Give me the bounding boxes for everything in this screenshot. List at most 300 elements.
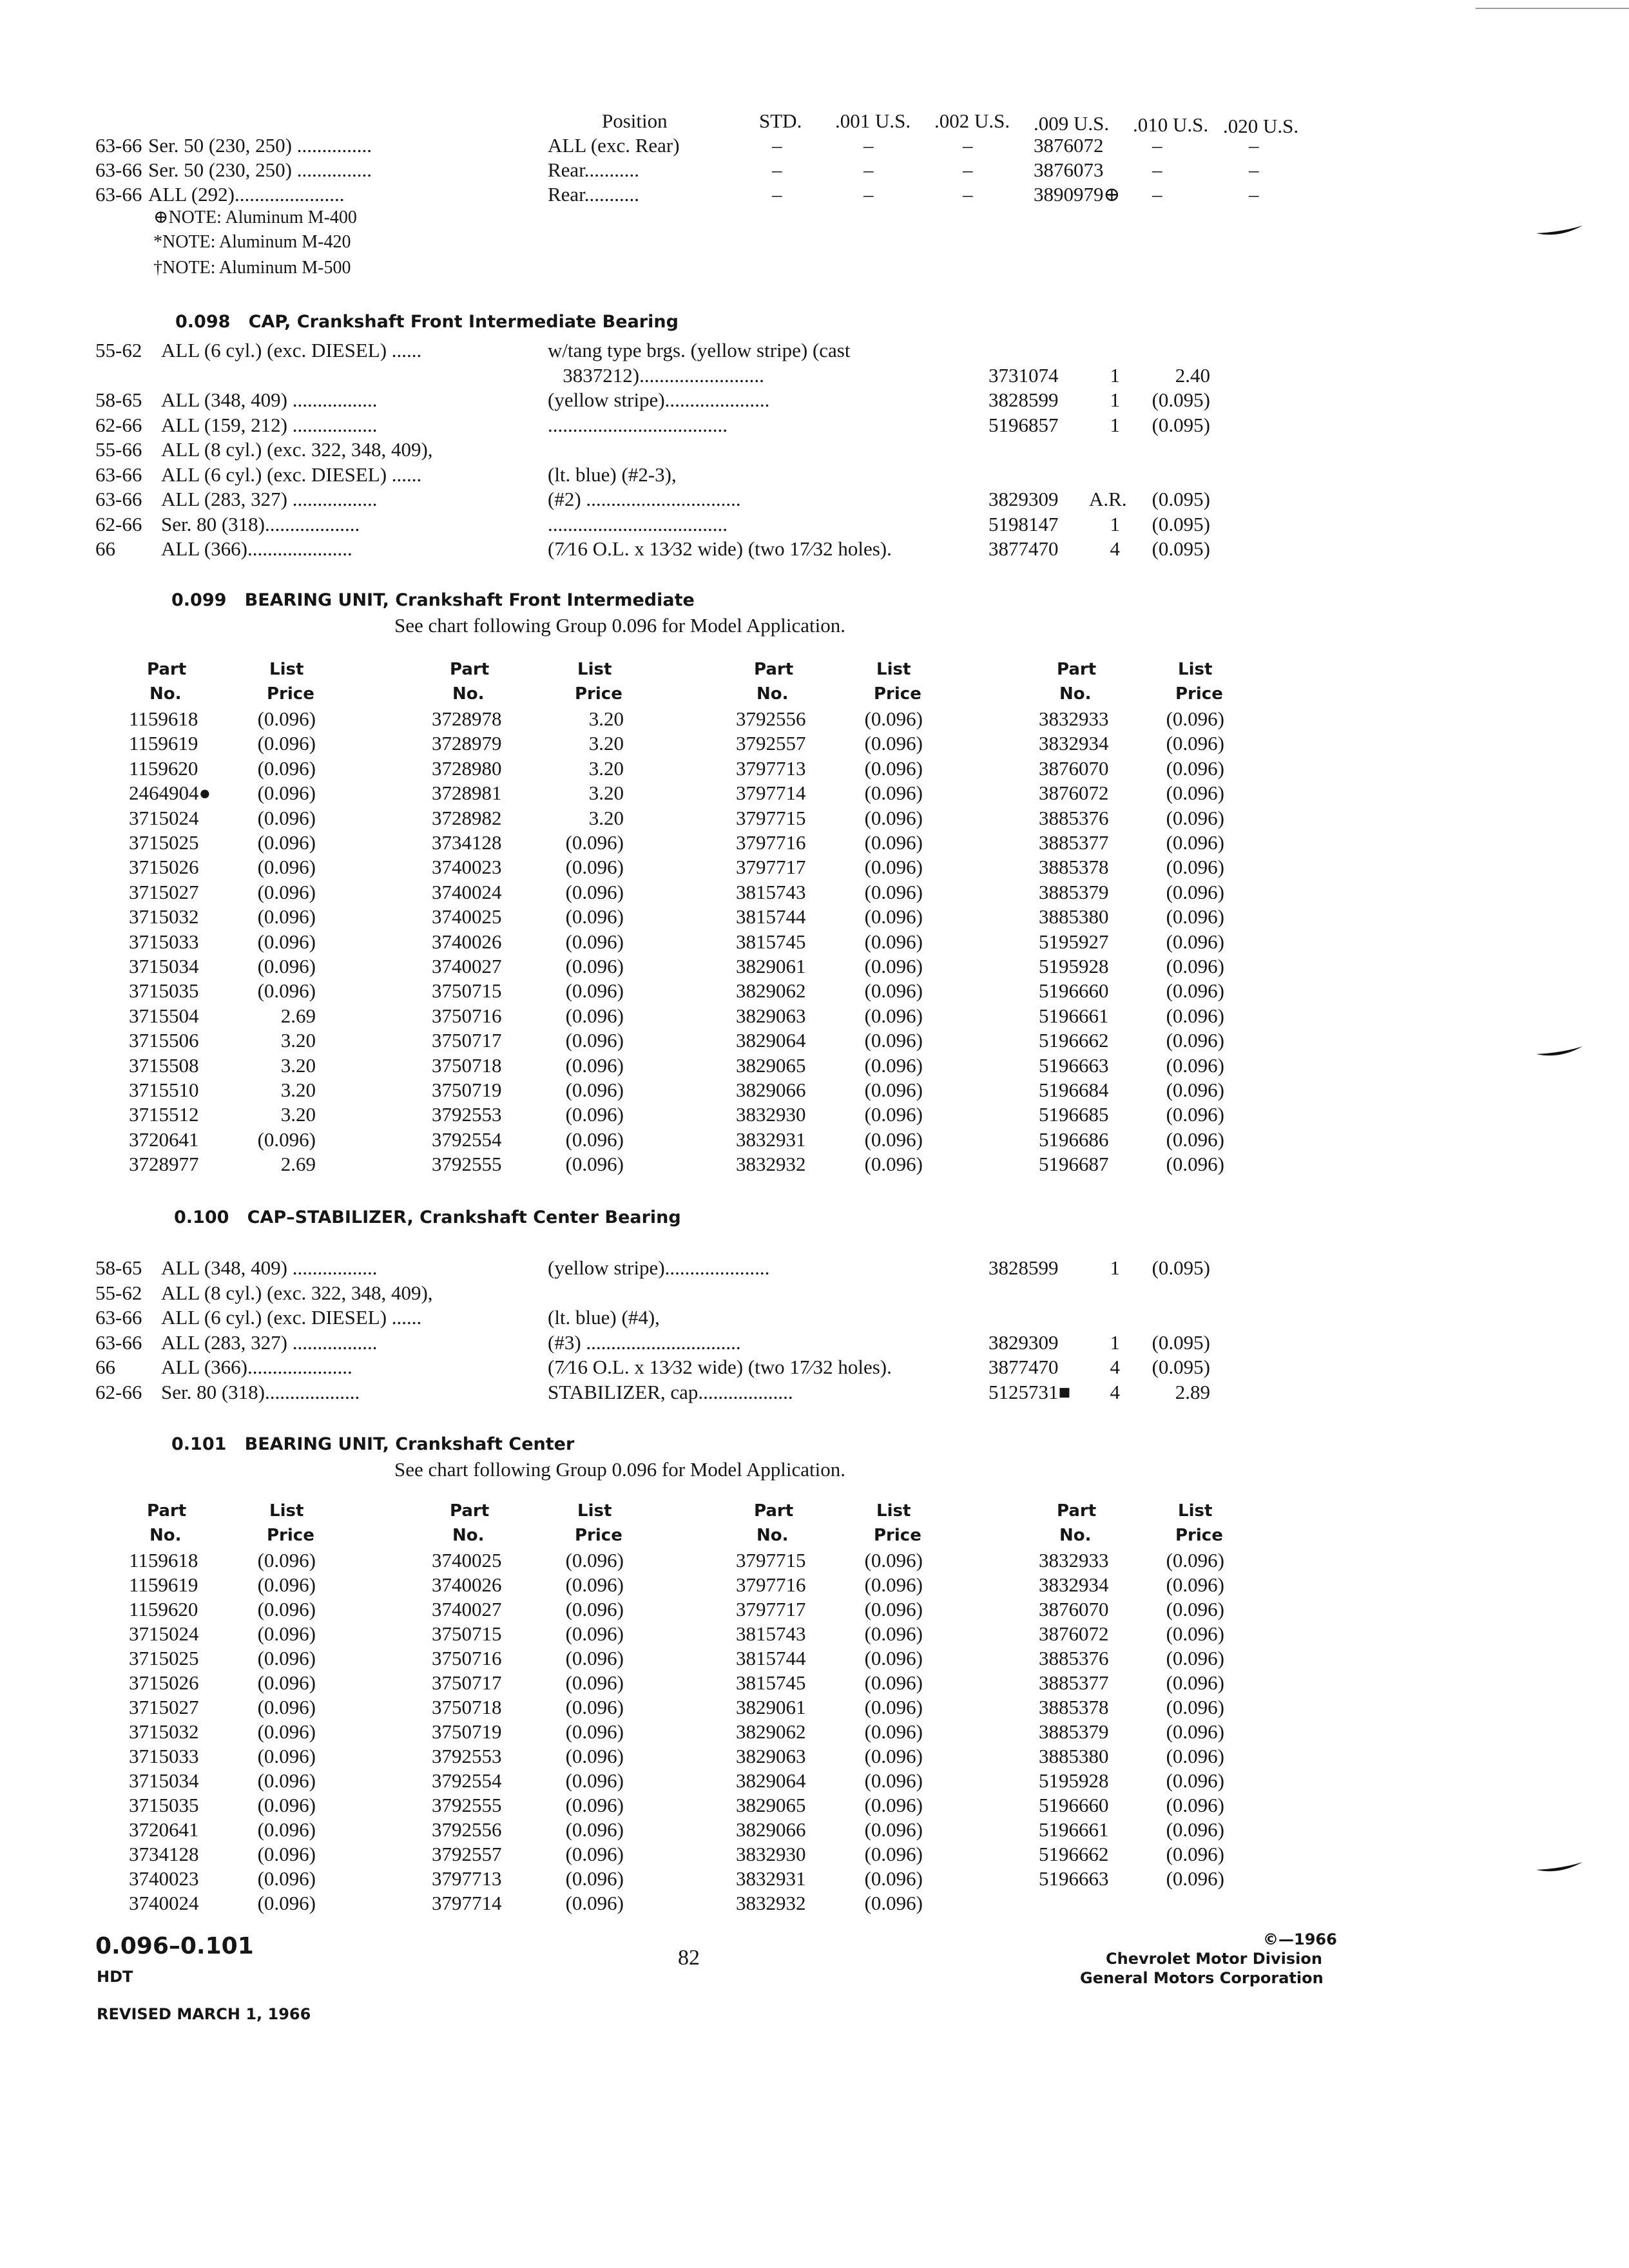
list-price: (0.096) bbox=[257, 1818, 316, 1841]
list-price: (0.096) bbox=[257, 1573, 316, 1596]
list-price: (0.096) bbox=[1166, 1867, 1224, 1890]
part-number: 3734128 bbox=[432, 831, 502, 854]
list-price: (0.096) bbox=[1166, 1647, 1224, 1669]
part-number: 3797717 bbox=[736, 856, 806, 879]
part-number: 3715508 bbox=[129, 1053, 199, 1077]
part-number: 3876070 bbox=[1039, 1598, 1109, 1620]
part-number: 3797714 bbox=[736, 782, 806, 805]
part-number: 3885377 bbox=[1039, 1671, 1109, 1694]
part-column-header: Part bbox=[450, 660, 490, 679]
list-price: (0.096) bbox=[1166, 732, 1224, 755]
section-100-model-cell: ALL (8 cyl.) (exc. 322, 348, 409), bbox=[161, 1281, 433, 1304]
part-number: 3715032 bbox=[129, 1720, 199, 1743]
section-098-desc-cell: (yellow stripe)..................... bbox=[548, 389, 770, 411]
section-100-price-cell: 2.89 bbox=[1175, 1380, 1210, 1403]
part-number: 3792555 bbox=[432, 1794, 502, 1816]
list-price: (0.096) bbox=[1166, 1573, 1224, 1596]
footer-revised: REVISED MARCH 1, 1966 bbox=[97, 2005, 311, 2023]
footer-corporation: General Motors Corporation bbox=[1080, 1969, 1324, 1987]
bearing-us002-cell: – bbox=[963, 183, 973, 206]
section-098-part-cell: 5198147 bbox=[988, 512, 1059, 535]
section-101-title: BEARING UNIT, Crankshaft Center bbox=[244, 1434, 575, 1454]
section-100-number: 0.100 bbox=[174, 1207, 229, 1227]
section-098-model-cell: Ser. 80 (318)................... bbox=[161, 512, 360, 535]
list-price: (0.096) bbox=[1166, 782, 1224, 805]
part-column-header: No. bbox=[452, 684, 485, 704]
part-number: 3832930 bbox=[736, 1103, 806, 1126]
price-column-header: Price bbox=[575, 684, 622, 704]
part-number: 3715026 bbox=[129, 856, 199, 879]
list-price: (0.096) bbox=[565, 1745, 624, 1767]
part-number: 3792553 bbox=[432, 1103, 502, 1126]
section-100-model-cell: ALL (366)..................... bbox=[161, 1356, 352, 1378]
part-number: 3829065 bbox=[736, 1053, 806, 1077]
part-number: 3750719 bbox=[432, 1079, 502, 1101]
list-price: (0.096) bbox=[565, 1647, 624, 1669]
list-price: (0.096) bbox=[864, 1029, 923, 1052]
list-price: (0.096) bbox=[257, 1622, 316, 1645]
section-100-desc-cell: (lt. blue) (#4), bbox=[548, 1306, 660, 1329]
part-number: 3715035 bbox=[129, 979, 199, 1003]
part-number: 3728979 bbox=[432, 732, 502, 755]
part-number: 3815744 bbox=[736, 905, 806, 928]
part-number: 3829065 bbox=[736, 1794, 806, 1816]
list-price: (0.096) bbox=[565, 1769, 624, 1792]
part-number: 1159619 bbox=[129, 732, 198, 755]
part-number: 3715034 bbox=[129, 1769, 199, 1792]
list-price: 2.69 bbox=[280, 1004, 316, 1027]
section-100-part-cell: 3829309 bbox=[988, 1331, 1059, 1354]
section-100-model-cell: ALL (283, 327) ................. bbox=[161, 1331, 378, 1354]
binder-mark-icon bbox=[1534, 1040, 1585, 1059]
list-price: (0.096) bbox=[864, 1745, 923, 1767]
section-099-title: BEARING UNIT, Crankshaft Front Intermediate bbox=[244, 590, 695, 610]
part-number: 3797716 bbox=[736, 1573, 806, 1596]
list-price: (0.096) bbox=[257, 1696, 316, 1718]
list-price: (0.096) bbox=[1166, 1622, 1224, 1645]
price-column-header: List bbox=[1178, 660, 1213, 679]
part-column-header: No. bbox=[149, 1526, 182, 1545]
list-price: (0.096) bbox=[864, 1622, 923, 1645]
list-price: (0.096) bbox=[1166, 1103, 1224, 1126]
section-100-model-cell: ALL (348, 409) ................. bbox=[161, 1256, 378, 1279]
section-100-years-cell: 55-62 bbox=[95, 1281, 142, 1304]
list-price: (0.096) bbox=[864, 1598, 923, 1620]
bearing-us002-cell: – bbox=[963, 134, 973, 157]
list-price: (0.096) bbox=[1166, 856, 1224, 879]
part-number: 3750715 bbox=[432, 979, 502, 1003]
us001-header: .001 U.S. bbox=[835, 110, 911, 132]
binder-mark-icon bbox=[1534, 219, 1585, 238]
part-number: 3792554 bbox=[432, 1128, 502, 1151]
section-098-price-cell: (0.095) bbox=[1152, 488, 1210, 510]
bearing-years-cell: 63-66 bbox=[95, 183, 142, 206]
part-number: 3885376 bbox=[1039, 806, 1109, 829]
part-number: 3876072 bbox=[1039, 1622, 1109, 1645]
price-column-header: Price bbox=[1175, 684, 1223, 704]
section-099-number: 0.099 bbox=[171, 590, 227, 610]
section-098-years-cell: 55-66 bbox=[95, 438, 142, 461]
list-price: (0.096) bbox=[565, 1004, 624, 1027]
section-098-years-cell: 62-66 bbox=[95, 413, 142, 436]
part-number: 1159620 bbox=[129, 1598, 198, 1620]
bearing-position-cell: ALL (exc. Rear) bbox=[548, 134, 680, 157]
section-098-price-cell: (0.095) bbox=[1152, 389, 1210, 411]
part-number: 3829063 bbox=[736, 1004, 806, 1027]
part-number: 3728981 bbox=[432, 782, 502, 805]
part-number: 3885379 bbox=[1039, 880, 1109, 903]
part-number: 3885376 bbox=[1039, 1647, 1109, 1669]
section-100-price-cell: (0.095) bbox=[1152, 1331, 1210, 1354]
part-number: 3885377 bbox=[1039, 831, 1109, 854]
part-number: 3832931 bbox=[736, 1867, 806, 1890]
list-price: (0.096) bbox=[565, 1720, 624, 1743]
list-price: (0.096) bbox=[257, 782, 316, 805]
part-number: 3792557 bbox=[736, 732, 806, 755]
bearing-std-cell: – bbox=[772, 183, 782, 206]
list-price: (0.096) bbox=[864, 1079, 923, 1101]
bearing-years-cell: 63-66 bbox=[95, 159, 142, 181]
bearing-us009-cell: 3876072 bbox=[1034, 134, 1104, 157]
list-price: (0.096) bbox=[565, 880, 624, 903]
section-098-model-cell: ALL (366)..................... bbox=[161, 537, 352, 560]
section-098-heading bbox=[175, 312, 679, 332]
section-098-years-cell: 62-66 bbox=[95, 512, 142, 535]
section-098-model-cell: ALL (6 cyl.) (exc. DIESEL) ...... bbox=[161, 463, 422, 486]
price-column-header: List bbox=[577, 1501, 612, 1521]
price-column-header: Price bbox=[1175, 1526, 1223, 1545]
section-098-part-cell: 3731074 bbox=[988, 363, 1059, 387]
list-price: 3.20 bbox=[588, 732, 624, 755]
part-column-header: No. bbox=[452, 1526, 485, 1545]
bearing-us020-cell: – bbox=[1249, 134, 1259, 157]
list-price: (0.096) bbox=[864, 1867, 923, 1890]
list-price: (0.096) bbox=[565, 1843, 624, 1865]
part-number: 3792553 bbox=[432, 1745, 502, 1767]
part-number: 3715024 bbox=[129, 1622, 199, 1645]
list-price: (0.096) bbox=[257, 707, 316, 730]
list-price: (0.096) bbox=[1166, 806, 1224, 829]
part-number: 3829062 bbox=[736, 979, 806, 1003]
section-098-model-cell: ALL (283, 327) ................. bbox=[161, 488, 378, 510]
list-price: (0.096) bbox=[864, 1818, 923, 1841]
list-price: (0.096) bbox=[1166, 930, 1224, 953]
part-column-header: No. bbox=[1059, 684, 1092, 704]
price-column-header: Price bbox=[267, 684, 314, 704]
list-price: (0.096) bbox=[257, 732, 316, 755]
section-098-qty-cell: 4 bbox=[1110, 537, 1120, 560]
section-098-title: CAP, Crankshaft Front Intermediate Bearing bbox=[248, 312, 679, 332]
section-098-years-cell: 63-66 bbox=[95, 488, 142, 510]
section-100-desc-cell: (#3) ............................... bbox=[548, 1331, 741, 1354]
section-100-qty-cell: 4 bbox=[1110, 1380, 1120, 1403]
list-price: (0.096) bbox=[864, 1153, 923, 1176]
list-price: (0.096) bbox=[1166, 1053, 1224, 1077]
part-number: 3797715 bbox=[736, 806, 806, 829]
part-number: 3715510 bbox=[129, 1079, 199, 1101]
section-098-number: 0.098 bbox=[175, 312, 231, 332]
part-number: 5195927 bbox=[1039, 930, 1109, 953]
list-price: (0.096) bbox=[864, 1128, 923, 1151]
bearing-us020-cell: – bbox=[1249, 183, 1259, 206]
part-number: 3750719 bbox=[432, 1720, 502, 1743]
part-column-header: Part bbox=[450, 1501, 490, 1521]
part-number: 3885378 bbox=[1039, 856, 1109, 879]
price-column-header: List bbox=[876, 1501, 911, 1521]
list-price: (0.096) bbox=[257, 880, 316, 903]
part-number: 1159618 bbox=[129, 1549, 198, 1571]
list-price: (0.096) bbox=[565, 1053, 624, 1077]
part-number: 3876070 bbox=[1039, 756, 1109, 780]
part-number: 5196660 bbox=[1039, 1794, 1109, 1816]
part-column-header: No. bbox=[1059, 1526, 1092, 1545]
bearing-position-cell: Rear........... bbox=[548, 183, 640, 206]
list-price: (0.096) bbox=[565, 1153, 624, 1176]
section-100-years-cell: 58-65 bbox=[95, 1256, 142, 1279]
list-price: (0.096) bbox=[565, 1128, 624, 1151]
top-edge-rule bbox=[1476, 8, 1629, 9]
part-number: 3715035 bbox=[129, 1794, 199, 1816]
list-price: (0.096) bbox=[864, 1671, 923, 1694]
part-number: 3792557 bbox=[432, 1843, 502, 1865]
price-column-header: List bbox=[1178, 1501, 1213, 1521]
part-number: 3829066 bbox=[736, 1079, 806, 1101]
list-price: (0.096) bbox=[257, 1549, 316, 1571]
part-number: 3832933 bbox=[1039, 1549, 1109, 1571]
list-price: (0.096) bbox=[1166, 955, 1224, 977]
part-number: 3792556 bbox=[432, 1818, 502, 1841]
section-100-part-cell: 5125731■ bbox=[988, 1380, 1071, 1403]
list-price: (0.096) bbox=[1166, 1079, 1224, 1101]
part-column-header: No. bbox=[757, 1526, 789, 1545]
list-price: (0.096) bbox=[864, 930, 923, 953]
part-number: 3750718 bbox=[432, 1696, 502, 1718]
bearing-years-cell: 63-66 bbox=[95, 134, 142, 157]
part-number: 3715032 bbox=[129, 905, 199, 928]
price-column-header: List bbox=[269, 660, 304, 679]
list-price: (0.096) bbox=[257, 905, 316, 928]
section-100-qty-cell: 4 bbox=[1110, 1356, 1120, 1378]
note-line: ⊕NOTE: Aluminum M-400 bbox=[153, 207, 357, 227]
part-number: 3715025 bbox=[129, 831, 199, 854]
part-number: 3750717 bbox=[432, 1029, 502, 1052]
part-number: 3715034 bbox=[129, 955, 199, 977]
list-price: (0.096) bbox=[1166, 1153, 1224, 1176]
bearing-us001-cell: – bbox=[863, 134, 874, 157]
list-price: (0.096) bbox=[1166, 979, 1224, 1003]
note-line: *NOTE: Aluminum M-420 bbox=[153, 232, 351, 252]
part-number: 3740024 bbox=[129, 1892, 199, 1914]
part-column-header: Part bbox=[1057, 1501, 1097, 1521]
part-number: 3750718 bbox=[432, 1053, 502, 1077]
part-number: 3829062 bbox=[736, 1720, 806, 1743]
section-098-price-cell: (0.095) bbox=[1152, 413, 1210, 436]
part-number: 3832931 bbox=[736, 1128, 806, 1151]
list-price: (0.096) bbox=[864, 1892, 923, 1914]
part-number: 3829061 bbox=[736, 1696, 806, 1718]
part-number: 3720641 bbox=[129, 1818, 199, 1841]
section-098-years-cell: 63-66 bbox=[95, 463, 142, 486]
part-number: 3832932 bbox=[736, 1892, 806, 1914]
part-number: 3750716 bbox=[432, 1647, 502, 1669]
section-100-desc-cell: (yellow stripe)..................... bbox=[548, 1256, 770, 1279]
page-number: 82 bbox=[678, 1946, 700, 1970]
list-price: (0.096) bbox=[257, 1794, 316, 1816]
section-100-heading bbox=[174, 1207, 681, 1227]
list-price: (0.096) bbox=[1166, 1549, 1224, 1571]
part-column-header: Part bbox=[754, 660, 794, 679]
section-100-qty-cell: 1 bbox=[1110, 1331, 1120, 1354]
part-number: 3734128 bbox=[129, 1843, 199, 1865]
part-number: 3829061 bbox=[736, 955, 806, 977]
part-number: 3829064 bbox=[736, 1029, 806, 1052]
us009-header: .009 U.S. bbox=[1034, 112, 1110, 135]
list-price: (0.096) bbox=[864, 856, 923, 879]
section-098-years-cell: 58-65 bbox=[95, 389, 142, 411]
part-number: 3832930 bbox=[736, 1843, 806, 1865]
section-100-years-cell: 63-66 bbox=[95, 1306, 142, 1329]
bearing-std-cell: – bbox=[772, 159, 782, 181]
part-number: 3728980 bbox=[432, 756, 502, 780]
section-098-desc-cell: (7⁄16 O.L. x 13⁄32 wide) (two 17⁄32 holes). bbox=[548, 537, 892, 560]
list-price: 3.20 bbox=[280, 1053, 316, 1077]
list-price: (0.096) bbox=[864, 979, 923, 1003]
list-price: (0.096) bbox=[257, 756, 316, 780]
list-price: (0.096) bbox=[864, 806, 923, 829]
list-price: (0.096) bbox=[864, 1004, 923, 1027]
list-price: (0.096) bbox=[864, 1843, 923, 1865]
part-column-header: Part bbox=[754, 1501, 794, 1521]
part-column-header: No. bbox=[757, 684, 789, 704]
footer-copyright: ©—1966 bbox=[1263, 1930, 1337, 1948]
list-price: (0.096) bbox=[1166, 1696, 1224, 1718]
part-number: 3815745 bbox=[736, 930, 806, 953]
list-price: (0.096) bbox=[257, 1671, 316, 1694]
section-098-qty-cell: 1 bbox=[1110, 389, 1120, 411]
section-100-years-cell: 63-66 bbox=[95, 1331, 142, 1354]
part-number: 3740025 bbox=[432, 1549, 502, 1571]
list-price: (0.096) bbox=[1166, 756, 1224, 780]
footer-group-range: 0.096–0.101 bbox=[95, 1933, 254, 1959]
bearing-us001-cell: – bbox=[863, 183, 874, 206]
us002-header: .002 U.S. bbox=[934, 110, 1010, 132]
part-number: 3715025 bbox=[129, 1647, 199, 1669]
bearing-position-cell: Rear........... bbox=[548, 159, 640, 181]
list-price: (0.096) bbox=[1166, 1128, 1224, 1151]
section-098-part-cell: 3828599 bbox=[988, 389, 1059, 411]
list-price: (0.096) bbox=[864, 1794, 923, 1816]
list-price: (0.096) bbox=[864, 955, 923, 977]
list-price: 3.20 bbox=[588, 806, 624, 829]
section-098-part-cell: 5196857 bbox=[988, 413, 1059, 436]
list-price: (0.096) bbox=[1166, 1818, 1224, 1841]
part-number: 3720641 bbox=[129, 1128, 199, 1151]
section-099-heading bbox=[171, 590, 695, 610]
bearing-us010-cell: – bbox=[1152, 159, 1162, 181]
part-column-header: Part bbox=[1057, 660, 1097, 679]
part-number: 5196661 bbox=[1039, 1004, 1109, 1027]
part-number: 3885378 bbox=[1039, 1696, 1109, 1718]
part-number: 5196684 bbox=[1039, 1079, 1109, 1101]
part-number: 1159619 bbox=[129, 1573, 198, 1596]
section-098-qty-cell: 1 bbox=[1110, 512, 1120, 535]
section-100-model-cell: ALL (6 cyl.) (exc. DIESEL) ...... bbox=[161, 1306, 422, 1329]
list-price: (0.096) bbox=[257, 955, 316, 977]
part-number: 3728978 bbox=[432, 707, 502, 730]
part-number: 3797713 bbox=[736, 756, 806, 780]
list-price: (0.096) bbox=[1166, 1029, 1224, 1052]
list-price: (0.096) bbox=[565, 856, 624, 879]
list-price: (0.096) bbox=[257, 1647, 316, 1669]
bearing-us009-cell: 3876073 bbox=[1034, 159, 1104, 181]
part-number: 3885380 bbox=[1039, 1745, 1109, 1767]
list-price: (0.096) bbox=[565, 831, 624, 854]
list-price: 3.20 bbox=[588, 782, 624, 805]
section-098-qty-cell: 1 bbox=[1110, 413, 1120, 436]
list-price: (0.096) bbox=[565, 1079, 624, 1101]
bearing-std-cell: – bbox=[772, 134, 782, 157]
part-number: 3832932 bbox=[736, 1153, 806, 1176]
part-number: 3792555 bbox=[432, 1153, 502, 1176]
part-number: 3797717 bbox=[736, 1598, 806, 1620]
list-price: (0.096) bbox=[1166, 1598, 1224, 1620]
list-price: (0.096) bbox=[565, 1029, 624, 1052]
part-number: 5195928 bbox=[1039, 955, 1109, 977]
part-number: 3792556 bbox=[736, 707, 806, 730]
list-price: (0.096) bbox=[864, 1103, 923, 1126]
section-098-desc-cell: w/tang type brgs. (yellow stripe) (cast bbox=[548, 339, 851, 361]
price-column-header: List bbox=[577, 660, 612, 679]
part-number: 3750716 bbox=[432, 1004, 502, 1027]
list-price: (0.096) bbox=[1166, 880, 1224, 903]
bearing-model-cell: ALL (292)...................... bbox=[148, 183, 345, 206]
part-number: 3715504 bbox=[129, 1004, 199, 1027]
list-price: (0.096) bbox=[864, 1573, 923, 1596]
part-number: 5195928 bbox=[1039, 1769, 1109, 1792]
bearing-us010-cell: – bbox=[1152, 134, 1162, 157]
list-price: (0.096) bbox=[257, 1128, 316, 1151]
bearing-us020-cell: – bbox=[1249, 159, 1259, 181]
part-number: 3740023 bbox=[129, 1867, 199, 1890]
list-price: (0.096) bbox=[257, 930, 316, 953]
footer-code: HDT bbox=[97, 1968, 133, 1986]
list-price: (0.096) bbox=[864, 880, 923, 903]
section-098-desc-cell: 3837212)......................... bbox=[548, 363, 764, 387]
part-number: 3829063 bbox=[736, 1745, 806, 1767]
section-101-subtitle: See chart following Group 0.096 for Model Application. bbox=[394, 1458, 845, 1481]
list-price: (0.096) bbox=[1166, 1004, 1224, 1027]
section-098-price-cell: (0.095) bbox=[1152, 512, 1210, 535]
section-100-desc-cell: (7⁄16 O.L. x 13⁄32 wide) (two 17⁄32 holes). bbox=[548, 1356, 892, 1378]
price-column-header: List bbox=[876, 660, 911, 679]
list-price: (0.096) bbox=[565, 1696, 624, 1718]
part-number: 3832933 bbox=[1039, 707, 1109, 730]
list-price: (0.096) bbox=[565, 930, 624, 953]
part-number: 3829066 bbox=[736, 1818, 806, 1841]
part-number: 1159618 bbox=[129, 707, 198, 730]
list-price: (0.096) bbox=[864, 1720, 923, 1743]
section-098-model-cell: ALL (159, 212) ................. bbox=[161, 413, 378, 436]
list-price: (0.096) bbox=[565, 905, 624, 928]
section-100-qty-cell: 1 bbox=[1110, 1256, 1120, 1279]
part-number: 3740026 bbox=[432, 930, 502, 953]
part-number: 3715027 bbox=[129, 880, 199, 903]
list-price: (0.096) bbox=[565, 1818, 624, 1841]
list-price: (0.096) bbox=[1166, 1769, 1224, 1792]
us020-header: .020 U.S. bbox=[1223, 115, 1299, 137]
part-number: 5196663 bbox=[1039, 1867, 1109, 1890]
list-price: (0.096) bbox=[1166, 831, 1224, 854]
